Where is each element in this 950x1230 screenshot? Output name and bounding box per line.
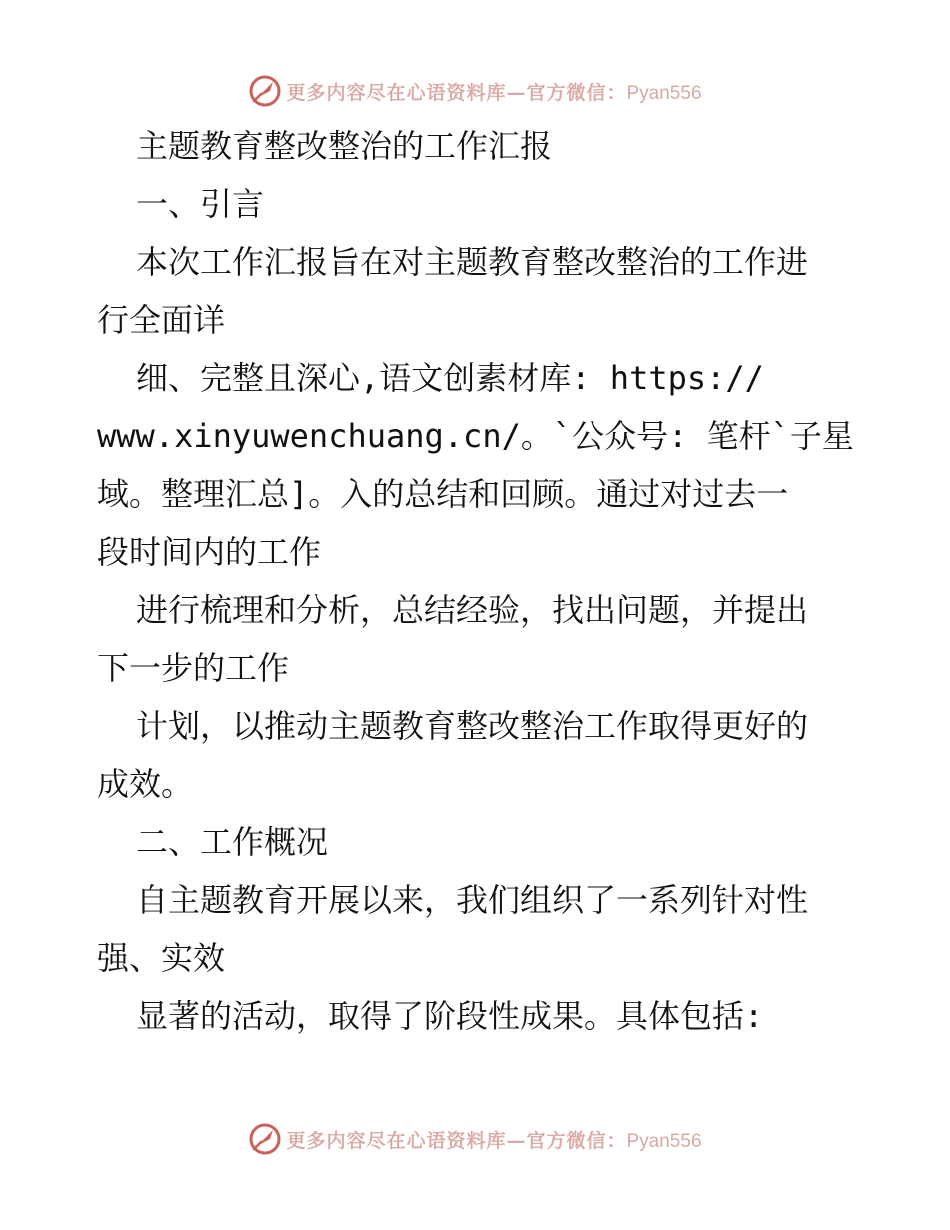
paragraph-line: 行全面详 — [97, 301, 226, 339]
paragraph-line: 强、实效 — [97, 939, 226, 977]
feather-pen-seal-icon — [248, 74, 282, 108]
document-title: 主题教育整改整治的工作汇报 — [136, 127, 553, 165]
section-heading: 一、引言 — [136, 185, 265, 223]
section-heading: 二、工作概况 — [136, 823, 329, 861]
paragraph-line: 计划，以推动主题教育整改整治工作取得更好的 — [136, 707, 809, 745]
header-watermark — [0, 71, 950, 111]
paragraph-line: www.xinyuwenchuang.cn/。`公众号: 笔杆`子星 — [97, 417, 854, 455]
paragraph-line: 细、完整且深心,语文创素材库: https:// — [136, 359, 764, 397]
paragraph-line: 下一步的工作 — [97, 649, 290, 687]
paragraph-line: 显著的活动，取得了阶段性成果。具体包括: — [136, 997, 764, 1035]
paragraph-line: 域。整理汇总]。入的总结和回顾。通过对过去一 — [97, 475, 789, 513]
paragraph-line: 进行梳理和分析，总结经验，找出问题，并提出 — [136, 591, 809, 629]
watermark-text: 更多内容尽在心语资料库—官方微信：Pyan556 — [286, 1129, 702, 1152]
watermark-text: 更多内容尽在心语资料库—官方微信：Pyan556 — [286, 81, 702, 104]
paragraph-line: 成效。 — [97, 765, 194, 803]
paragraph-line: 段时间内的工作 — [97, 533, 322, 571]
feather-pen-seal-icon — [248, 1122, 282, 1156]
footer-watermark — [0, 1119, 950, 1159]
paragraph-line: 本次工作汇报旨在对主题教育整改整治的工作进 — [136, 243, 809, 281]
paragraph-line: 自主题教育开展以来，我们组织了一系列针对性 — [136, 881, 809, 919]
